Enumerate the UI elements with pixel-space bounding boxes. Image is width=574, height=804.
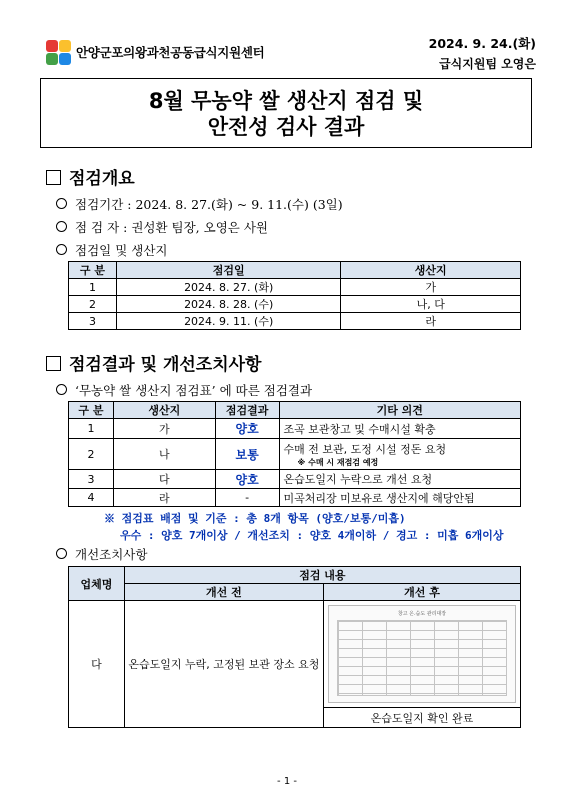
cell-after-image bbox=[323, 601, 520, 708]
cell-no: 4 bbox=[69, 489, 114, 507]
table-header: 점검일 bbox=[116, 262, 341, 279]
circle-bullet-icon bbox=[56, 221, 67, 232]
circle-bullet-icon bbox=[56, 244, 67, 255]
cell-site: 나 bbox=[113, 439, 215, 470]
content-header: 점검 내용 bbox=[124, 567, 520, 584]
org-name: 안양군포의왕과천공동급식지원센터 bbox=[76, 45, 265, 60]
cell-no: 1 bbox=[69, 419, 114, 439]
cell-result: - bbox=[215, 489, 279, 507]
table-row bbox=[69, 313, 521, 330]
cell-result: 양호 bbox=[215, 470, 279, 489]
table-header: 구 분 bbox=[69, 402, 114, 419]
result-item: ‘무농약 쌀 생산지 점검표’ 에 따른 점검결과 bbox=[56, 381, 312, 399]
action-table bbox=[68, 566, 521, 728]
center-logo bbox=[46, 40, 72, 66]
cell-opinion: 미곡처리장 미보유로 생산지에 해당안됨 bbox=[279, 489, 520, 507]
table-row bbox=[69, 279, 521, 296]
before-header: 개선 전 bbox=[124, 584, 323, 601]
section1-heading: 점검개요 bbox=[46, 164, 135, 189]
period-item: 점검기간 : 2024. 8. 27.(화) ~ 9. 11.(수) (3일) bbox=[56, 195, 343, 213]
cell-no: 2 bbox=[69, 439, 114, 470]
table-row bbox=[69, 419, 521, 439]
square-bullet-icon bbox=[46, 356, 61, 371]
cell-site: 라 bbox=[113, 489, 215, 507]
cell-site: 가 bbox=[113, 419, 215, 439]
cell-site: 라 bbox=[341, 313, 521, 330]
cell-date: 2024. 9. 11. (수) bbox=[116, 313, 341, 330]
cell-opinion bbox=[279, 439, 520, 470]
table-row bbox=[69, 296, 521, 313]
cell-company: 다 bbox=[69, 601, 125, 728]
circle-bullet-icon bbox=[56, 548, 67, 559]
title-box bbox=[40, 78, 532, 148]
cell-no: 1 bbox=[69, 279, 117, 296]
score-note-2: 우수 : 양호 7개이상 / 개선조치 : 양호 4개이하 / 경고 : 미흡 6개이상 bbox=[120, 529, 504, 542]
cell-date: 2024. 8. 28. (수) bbox=[116, 296, 341, 313]
circle-bullet-icon bbox=[56, 384, 67, 395]
opinion-text: 수매 전 보관, 도정 시설 정돈 요청 bbox=[283, 442, 447, 456]
page-number: - 1 - bbox=[277, 776, 297, 787]
square-bullet-icon bbox=[46, 170, 61, 185]
opinion-note: ※ 수매 시 재점검 예정 bbox=[297, 457, 379, 467]
cell-opinion: 조곡 보관창고 및 수매시설 확충 bbox=[279, 419, 520, 439]
cell-result: 양호 bbox=[215, 419, 279, 439]
circle-bullet-icon bbox=[56, 198, 67, 209]
table-row bbox=[69, 489, 521, 507]
after-header: 개선 후 bbox=[323, 584, 520, 601]
inspection-result-table bbox=[68, 401, 521, 507]
log-document-title: 창고 온.습도 관리대장 bbox=[397, 611, 447, 617]
title-line2: 안전성 검사 결과 bbox=[207, 115, 365, 139]
table-header: 구 분 bbox=[69, 262, 117, 279]
cell-site: 다 bbox=[113, 470, 215, 489]
table-row bbox=[69, 470, 521, 489]
table-row bbox=[69, 439, 521, 470]
cell-no: 3 bbox=[69, 470, 114, 489]
cell-site: 가 bbox=[341, 279, 521, 296]
company-header: 업체명 bbox=[69, 567, 125, 601]
after-caption: 온습도일지 확인 완료 bbox=[323, 708, 520, 728]
action-item: 개선조치사항 bbox=[56, 545, 147, 563]
table-row bbox=[69, 601, 521, 708]
log-grid bbox=[337, 620, 507, 696]
score-note-1: ※ 점검표 배점 및 기준 : 총 8개 항목 (양호/보통/미흡) bbox=[104, 512, 406, 525]
dates-item: 점검일 및 생산지 bbox=[56, 241, 167, 259]
section2-heading: 점검결과 및 개선조치사항 bbox=[46, 350, 261, 375]
report-date: 2024. 9. 24.(화) bbox=[428, 36, 536, 51]
table-header: 생산지 bbox=[341, 262, 521, 279]
inspector-item: 점 검 자 : 권성환 팀장, 오영은 사원 bbox=[56, 218, 268, 236]
cell-result: 보통 bbox=[215, 439, 279, 470]
author-dept: 급식지원팀 오영은 bbox=[439, 57, 536, 71]
cell-before: 온습도일지 누락, 고정된 보관 장소 요청 bbox=[124, 601, 323, 728]
cell-no: 3 bbox=[69, 313, 117, 330]
table-header: 생산지 bbox=[113, 402, 215, 419]
table-header: 점검결과 bbox=[215, 402, 279, 419]
cell-no: 2 bbox=[69, 296, 117, 313]
cell-opinion: 온습도일지 누락으로 개선 요청 bbox=[279, 470, 520, 489]
title-line1: 8월 무농약 쌀 생산지 점검 및 bbox=[148, 89, 424, 113]
inspection-date-table bbox=[68, 261, 521, 330]
cell-date: 2024. 8. 27. (화) bbox=[116, 279, 341, 296]
cell-site: 나, 다 bbox=[341, 296, 521, 313]
table-header: 기타 의견 bbox=[279, 402, 520, 419]
log-document-image bbox=[328, 605, 516, 703]
